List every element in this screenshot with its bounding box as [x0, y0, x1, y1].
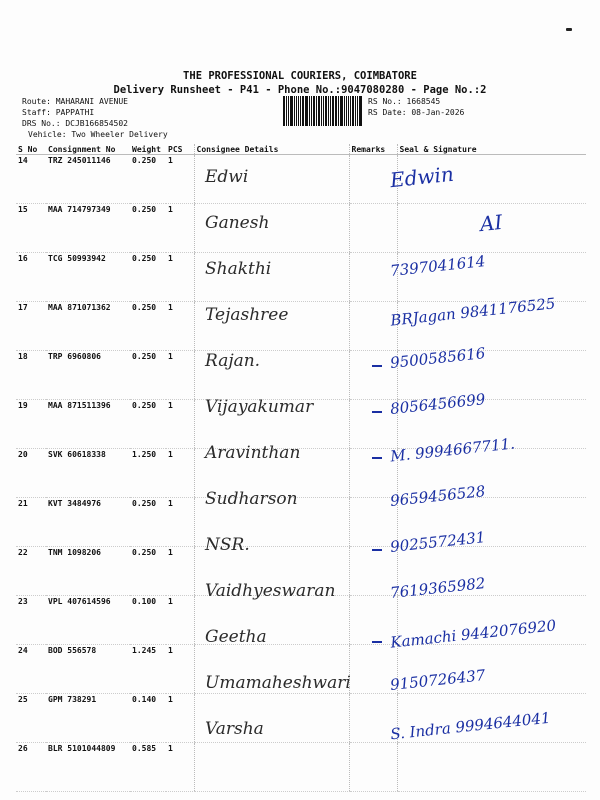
remark-dash	[372, 641, 382, 643]
rs-date: RS Date: 08-Jan-2026	[368, 108, 465, 117]
cell-remarks	[349, 302, 397, 351]
signature: BRJagan 9841176525	[389, 294, 557, 330]
cell-consignment: TNM 1098206	[46, 547, 130, 596]
route-label: Route: MAHARANI AVENUE	[22, 97, 128, 106]
cell-consignment: KVT 3484976	[46, 498, 130, 547]
col-remarks: Remarks	[349, 144, 397, 155]
col-sno: S No	[16, 144, 46, 155]
barcode-bar	[344, 96, 345, 126]
table-row	[16, 449, 586, 498]
cell-consignment: TRP 6960806	[46, 351, 130, 400]
barcode-bar	[318, 96, 321, 126]
barcode-bar	[332, 96, 334, 126]
barcode-bar	[330, 96, 331, 126]
col-pcs: PCS	[166, 144, 194, 155]
signature: AI	[478, 209, 504, 237]
cell-pcs: 1	[166, 253, 194, 302]
cell-consignee-area	[194, 743, 349, 792]
cell-sno: 24	[16, 645, 46, 694]
cell-sno: 19	[16, 400, 46, 449]
remark-dash	[372, 457, 382, 459]
cell-sno: 26	[16, 743, 46, 792]
signature: 8056456699	[389, 390, 487, 418]
consignee-handwritten-name: Aravinthan	[205, 443, 301, 463]
consignee-handwritten-name: Geetha	[205, 627, 267, 647]
signature: M. 9994667711.	[389, 434, 516, 466]
cell-remarks	[349, 253, 397, 302]
signature: 9150726437	[389, 666, 487, 694]
cell-consignment: TCG 50993942	[46, 253, 130, 302]
barcode-bar	[305, 96, 308, 126]
barcode	[283, 96, 363, 126]
cell-pcs: 1	[166, 645, 194, 694]
cell-remarks	[349, 743, 397, 792]
cell-sno: 16	[16, 253, 46, 302]
cell-weight: 0.250	[130, 253, 166, 302]
signature: S. Indra 9994644041	[389, 708, 552, 744]
cell-weight: 0.100	[130, 596, 166, 645]
barcode-bar	[302, 96, 304, 126]
barcode-bar	[288, 96, 289, 126]
barcode-bar	[335, 96, 337, 126]
barcode-bar	[325, 96, 327, 126]
cell-consignment: GPM 738291	[46, 694, 130, 743]
cell-sno: 22	[16, 547, 46, 596]
barcode-bar	[296, 96, 298, 126]
consignee-handwritten-name: Varsha	[205, 719, 264, 739]
cell-sno: 23	[16, 596, 46, 645]
staff-label: Staff: PAPPATHI	[22, 108, 95, 117]
table-row	[16, 498, 586, 547]
cell-weight: 0.250	[130, 547, 166, 596]
delivery-table	[16, 144, 586, 792]
col-weight: Weight	[130, 144, 166, 155]
cell-remarks	[349, 204, 397, 253]
cell-pcs: 1	[166, 498, 194, 547]
barcode-bar	[298, 96, 299, 126]
cell-consignment: TRZ 245011146	[46, 155, 130, 204]
signature: Kamachi 9442076920	[389, 616, 557, 652]
cell-consignment: BLR 5101044809	[46, 743, 130, 792]
consignee-handwritten-name: Rajan.	[205, 351, 261, 371]
cell-weight: 0.250	[130, 204, 166, 253]
signature: 7619365982	[389, 574, 487, 602]
table-row	[16, 351, 586, 400]
cell-weight: 0.250	[130, 155, 166, 204]
cell-consignment: MAA 871511396	[46, 400, 130, 449]
barcode-bar	[313, 96, 315, 126]
signature: 9025572431	[389, 528, 487, 556]
barcode-bar	[357, 96, 358, 126]
cell-pcs: 1	[166, 743, 194, 792]
barcode-bar	[340, 96, 343, 126]
cell-sno: 20	[16, 449, 46, 498]
table-row	[16, 155, 586, 204]
signature: 9659456528	[389, 482, 487, 510]
cell-sno: 18	[16, 351, 46, 400]
barcode-bar	[355, 96, 356, 126]
barcode-bar	[323, 96, 324, 126]
cell-signature-area	[397, 743, 586, 792]
barcode-bar	[350, 96, 351, 126]
barcode-bar	[300, 96, 301, 126]
cell-weight: 1.245	[130, 645, 166, 694]
cell-weight: 0.585	[130, 743, 166, 792]
table-row	[16, 743, 586, 792]
consignee-handwritten-name: NSR.	[205, 535, 250, 555]
cell-pcs: 1	[166, 155, 194, 204]
drs-number: DRS No.: DCJB166854502	[22, 119, 128, 128]
consignee-handwritten-name: Tejashree	[205, 305, 289, 325]
barcode-bar	[311, 96, 312, 126]
barcode-bar	[309, 96, 310, 126]
consignee-handwritten-name: Umamaheshwari	[205, 673, 351, 693]
cell-weight: 0.250	[130, 498, 166, 547]
cell-sno: 17	[16, 302, 46, 351]
barcode-bar	[316, 96, 317, 126]
signature: 7397041614	[389, 252, 487, 280]
cell-pcs: 1	[166, 400, 194, 449]
table-header-row	[16, 144, 586, 155]
vehicle-label: Vehicle: Two Wheeler Delivery	[28, 130, 168, 139]
barcode-bar	[321, 96, 322, 126]
company-title: THE PROFESSIONAL COURIERS, COIMBATORE	[183, 70, 417, 82]
barcode-bar	[286, 96, 287, 126]
cell-sno: 21	[16, 498, 46, 547]
cell-weight: 0.250	[130, 351, 166, 400]
cell-weight: 1.250	[130, 449, 166, 498]
consignee-handwritten-name: Edwi	[205, 167, 249, 187]
barcode-bar	[346, 96, 347, 126]
cell-consignment: VPL 407614596	[46, 596, 130, 645]
cell-sno: 25	[16, 694, 46, 743]
cell-consignment: MAA 871071362	[46, 302, 130, 351]
col-seal-signature: Seal & Signature	[397, 144, 586, 155]
remark-dash	[372, 365, 382, 367]
cell-consignment: SVK 60618338	[46, 449, 130, 498]
signature: 9500585616	[389, 344, 487, 372]
barcode-bar	[338, 96, 339, 126]
cell-weight: 0.140	[130, 694, 166, 743]
cell-weight: 0.250	[130, 400, 166, 449]
cell-pcs: 1	[166, 302, 194, 351]
cell-pcs: 1	[166, 694, 194, 743]
cell-sno: 14	[16, 155, 46, 204]
cell-pcs: 1	[166, 596, 194, 645]
runsheet-title: Delivery Runsheet - P41 - Phone No.:9047080280 - Page No.:2	[113, 84, 487, 96]
cell-pcs: 1	[166, 547, 194, 596]
cell-consignment: MAA 714797349	[46, 204, 130, 253]
barcode-bar	[294, 96, 295, 126]
barcode-bar	[290, 96, 293, 126]
consignee-handwritten-name: Vijayakumar	[205, 397, 314, 417]
signature: Edwin	[388, 161, 455, 193]
corner-mark	[566, 28, 572, 31]
consignee-handwritten-name: Shakthi	[205, 259, 272, 279]
barcode-bar	[283, 96, 285, 126]
cell-pcs: 1	[166, 351, 194, 400]
cell-consignment: BOD 556578	[46, 645, 130, 694]
rs-number: RS No.: 1668545	[368, 97, 441, 106]
barcode-bar	[359, 96, 362, 126]
barcode-bar	[352, 96, 354, 126]
remark-dash	[372, 411, 382, 413]
cell-sno: 15	[16, 204, 46, 253]
col-consignee: Consignee Details	[194, 144, 349, 155]
consignee-handwritten-name: Sudharson	[205, 489, 298, 509]
cell-pcs: 1	[166, 449, 194, 498]
consignee-handwritten-name: Vaidhyeswaran	[205, 581, 336, 601]
col-consignment: Consignment No	[46, 144, 130, 155]
consignee-handwritten-name: Ganesh	[205, 213, 270, 233]
barcode-bar	[328, 96, 329, 126]
table-row	[16, 253, 586, 302]
cell-pcs: 1	[166, 204, 194, 253]
cell-weight: 0.250	[130, 302, 166, 351]
barcode-bar	[348, 96, 350, 126]
remark-dash	[372, 549, 382, 551]
